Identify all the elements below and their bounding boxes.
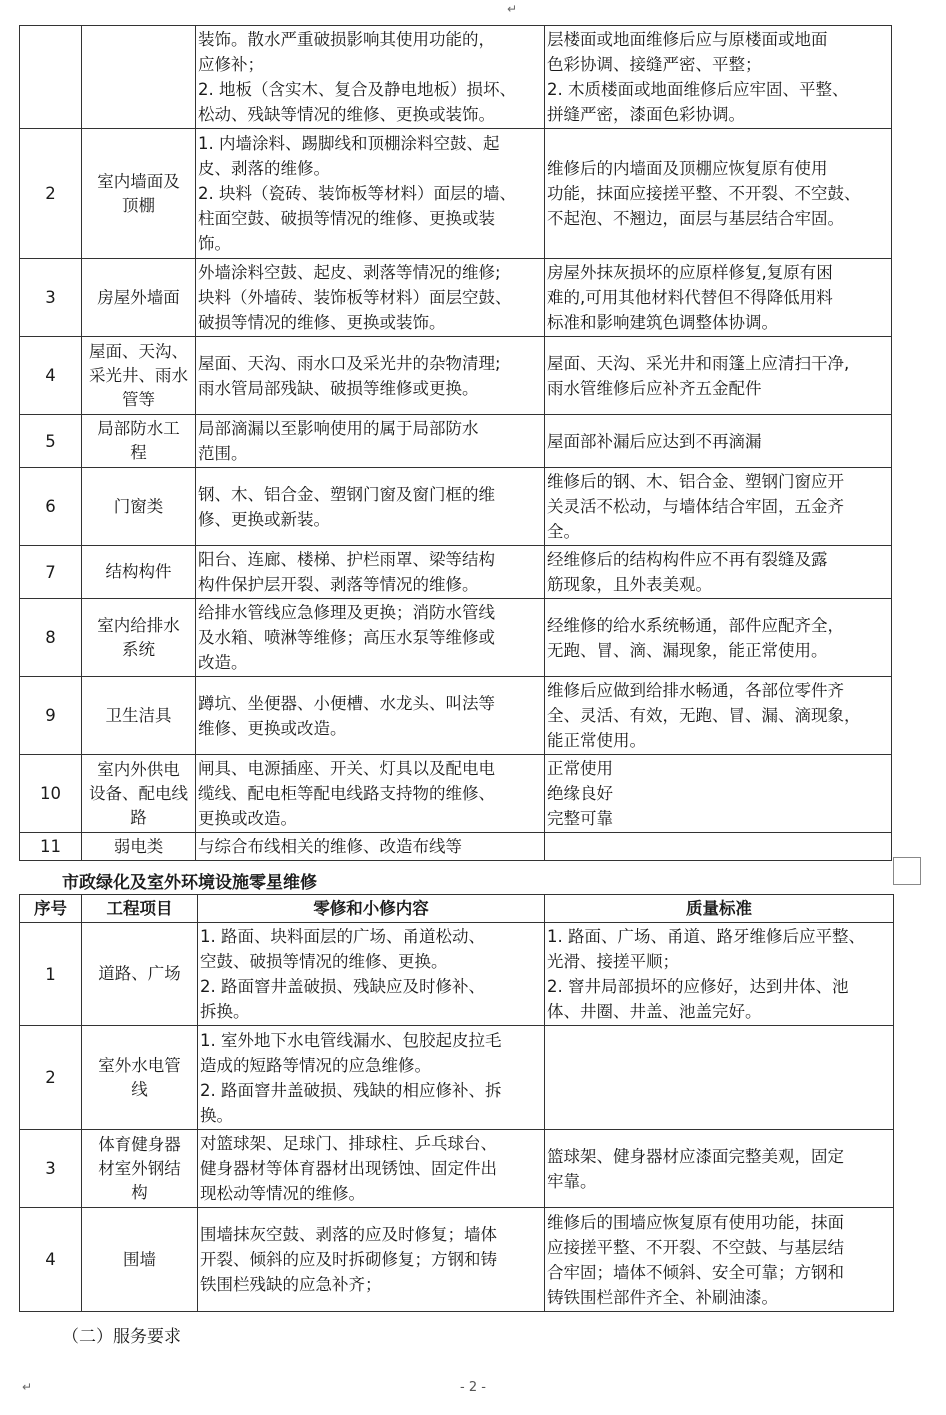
cell-line: 完整可靠 (547, 809, 613, 828)
table-row (20, 26, 892, 129)
cell-line: 关灵活不松动，与墙体结合牢固，五金齐 (547, 497, 844, 516)
quality-standard (545, 833, 892, 861)
row-number: 2 (20, 129, 82, 259)
cell-line: 系统 (122, 639, 155, 659)
row-number: 3 (20, 259, 82, 337)
cell-line: 合牢固；墙体不倾斜、安全可靠；方钢和 (547, 1262, 844, 1282)
cell-line: 局部滴漏以至影响使用的属于局部防水 (198, 419, 479, 438)
cell-line: 与综合布线相关的维修、改造布线等 (198, 837, 462, 856)
cell-line: 标准和影响建筑色调整体协调。 (547, 313, 778, 332)
cell-line: 蹲坑、坐便器、小便槽、水龙头、叫法等 (198, 693, 495, 713)
quality-standard (545, 546, 892, 599)
cell-line: 造成的短路等情况的应急维修。 (200, 1055, 431, 1075)
cell-line: 筋现象，且外表美观。 (547, 575, 712, 594)
table-row (20, 923, 894, 1026)
cell-line: 全。 (547, 522, 580, 541)
cell-line: 给排水管线应急修理及更换；消防水管线 (198, 603, 495, 622)
maintenance-content (196, 677, 545, 755)
table-row (20, 1208, 894, 1312)
cell-line: 屋面、天沟、雨水口及采光井的杂物清理; (198, 353, 501, 373)
cell-line: 路 (130, 807, 147, 827)
project-name (82, 1130, 198, 1208)
paragraph-mark: ↵ (507, 2, 518, 16)
maintenance-content (196, 337, 545, 415)
cell-line: 程 (130, 443, 147, 462)
cell-line: 能正常使用。 (547, 731, 646, 750)
cell-line: 换。 (200, 1105, 233, 1125)
project-name (82, 26, 196, 129)
quality-standard (545, 337, 892, 415)
header-standard: 质量标准 (545, 895, 894, 923)
cell-line: 维修后的钢、木、铝合金、塑钢门窗应开 (547, 472, 844, 491)
project-name (82, 1026, 198, 1130)
cell-line: 维修后的围墙应恢复原有使用功能，抹面 (547, 1212, 844, 1232)
row-number: 4 (20, 1208, 82, 1312)
cell-line: 正常使用 (547, 759, 613, 778)
cell-line: 2. 地板（含实木、复合及静电地板）损坏、 (198, 80, 516, 99)
cell-line: 顶棚 (122, 195, 155, 215)
cell-line: 铁围栏残缺的应急补齐； (200, 1275, 382, 1294)
maintenance-content (196, 599, 545, 677)
project-name (82, 546, 196, 599)
project-name (82, 415, 196, 468)
quality-standard (545, 415, 892, 468)
cell-line: 2. 木质楼面或地面维修后应牢固、平整、 (547, 80, 849, 99)
cell-line: 无跑、冒、滴、漏现象，能正常使用。 (547, 640, 828, 660)
header-number: 序号 (20, 895, 82, 923)
table-row (20, 677, 892, 755)
cell-line: 体育健身器 (98, 1134, 181, 1154)
quality-standard (545, 1208, 894, 1312)
cell-line: 室内外供电 (97, 759, 180, 779)
cell-line: 结构构件 (105, 562, 172, 581)
cell-line: 功能，抹面应接搓平整、不开裂、不空鼓、 (547, 184, 861, 203)
project-name (82, 923, 198, 1026)
cell-line: 设备、配电线 (89, 783, 188, 803)
maintenance-content (198, 1130, 545, 1208)
quality-standard (545, 677, 892, 755)
cell-line: 难的,可用其他材料代替但不得降低用料 (547, 288, 833, 307)
cell-line: 弱电类 (113, 836, 164, 856)
project-name (82, 833, 196, 861)
cell-line: 饰。 (198, 234, 231, 253)
maintenance-content (196, 415, 545, 468)
checkbox-square (893, 857, 921, 885)
cell-line: 更换或改造。 (198, 809, 297, 828)
row-number: 7 (20, 546, 82, 599)
cell-line: 2. 路面窨井盖破损、残缺应及时修补、 (200, 977, 485, 996)
project-name (82, 129, 196, 259)
cell-line: 维修后应做到给排水畅通，各部位零件齐 (547, 681, 844, 700)
row-number: 1 (20, 923, 82, 1026)
project-name (82, 677, 196, 755)
quality-standard (545, 599, 892, 677)
maintenance-content (196, 129, 545, 259)
quality-standard (545, 755, 892, 833)
cell-line: 体、井圈、井盖、池盖完好。 (547, 1002, 762, 1021)
row-number: 4 (20, 337, 82, 415)
project-name (82, 337, 196, 415)
cell-line: 对篮球架、足球门、排球柱、乒乓球台、 (200, 1134, 497, 1153)
maintenance-content (198, 923, 545, 1026)
cell-line: 雨水管维修后应补齐五金配件 (547, 378, 762, 398)
quality-standard (545, 1130, 894, 1208)
cell-line: 拼缝严密，漆面色彩协调。 (547, 105, 745, 124)
table-row (20, 1026, 894, 1130)
cell-line: 围墙 (123, 1249, 156, 1269)
cell-line: 全、灵活、有效，无跑、冒、漏、滴现象， (547, 706, 861, 725)
project-name (82, 468, 196, 546)
cell-line: 铸铁围栏部件齐全、补刷油漆。 (547, 1287, 778, 1307)
cell-line: 修、更换或新装。 (198, 509, 330, 529)
cell-line: 室内墙面及 (97, 171, 180, 191)
row-number: 3 (20, 1130, 82, 1208)
quality-standard (545, 259, 892, 337)
cell-line: 牢靠。 (547, 1171, 597, 1191)
quality-standard (545, 129, 892, 259)
cell-line: 光滑、接搓平顺； (547, 952, 679, 971)
cell-line: 空鼓、破损等情况的维修、更换。 (200, 952, 448, 971)
cell-line: 材室外钢结 (98, 1158, 181, 1178)
maintenance-content (198, 1208, 545, 1312)
cell-line: 构件保护层开裂、剥落等情况的维修。 (198, 575, 479, 594)
cell-line: 外墙涂料空鼓、起皮、剥落等情况的维修; (198, 263, 501, 282)
maintenance-content (196, 755, 545, 833)
row-number (20, 26, 82, 129)
table-header-row (20, 895, 894, 923)
cell-line: 屋面部补漏后应达到不再滴漏 (547, 431, 762, 451)
row-number: 10 (20, 755, 82, 833)
cell-line: 室内给排水 (97, 615, 180, 635)
cell-line: 拆换。 (200, 1002, 250, 1021)
header-project: 工程项目 (82, 895, 198, 923)
cell-line: 经维修的给水系统畅通，部件应配齐全， (547, 615, 844, 635)
cell-line: 钢、木、铝合金、塑钢门窗及窗门框的维 (198, 484, 495, 504)
table-row (20, 415, 892, 468)
cell-line: 构 (131, 1182, 148, 1202)
service-requirements-heading: （二）服务要求 (62, 1327, 181, 1347)
cell-line: 改造。 (198, 653, 248, 672)
project-name (82, 755, 196, 833)
cell-line: 不起泡、不翘边，面层与基层结合牢固。 (547, 209, 844, 228)
maintenance-content (196, 833, 545, 861)
cell-line: 卫生洁具 (105, 705, 172, 725)
cell-line: 门窗类 (113, 496, 164, 516)
row-number: 9 (20, 677, 82, 755)
cell-line: 2. 块料（瓷砖、装饰板等材料）面层的墙、 (198, 184, 516, 203)
cell-line: 房屋外墙面 (97, 287, 180, 307)
cell-line: 阳台、连廊、楼梯、护栏雨罩、梁等结构 (198, 550, 495, 569)
table-row (20, 546, 892, 599)
quality-standard (545, 26, 892, 129)
cell-line: 道路、广场 (98, 964, 181, 983)
maintenance-content (196, 468, 545, 546)
cell-line: 皮、剥落的维修。 (198, 159, 330, 178)
cell-line: 室外水电管 (98, 1055, 181, 1075)
table-row (20, 468, 892, 546)
cell-line: 围墙抹灰空鼓、剥落的应及时修复；墙体 (200, 1225, 497, 1244)
table-row (20, 129, 892, 259)
cell-line: 绝缘良好 (547, 784, 613, 803)
table-row (20, 259, 892, 337)
table-row (20, 1130, 894, 1208)
quality-standard (545, 468, 892, 546)
table-row (20, 599, 892, 677)
cell-line: 健身器材等体育器材出现锈蚀、固定件出 (200, 1159, 497, 1178)
quality-standard (545, 923, 894, 1026)
cell-line: 松动、残缺等情况的维修、更换或装饰。 (198, 105, 495, 124)
cell-line: 层楼面或地面维修后应与原楼面或地面 (547, 30, 828, 49)
cell-line: 经维修后的结构构件应不再有裂缝及露 (547, 550, 828, 569)
cell-line: 2. 窨井局部损坏的应修好，达到井体、池 (547, 977, 849, 996)
cell-line: 现松动等情况的维修。 (200, 1184, 365, 1203)
header-content: 零修和小修内容 (198, 895, 545, 923)
maintenance-content (196, 546, 545, 599)
cell-line: 柱面空鼓、破损等情况的维修、更换或装 (198, 209, 495, 228)
maintenance-content (196, 259, 545, 337)
paragraph-mark: ↵ (22, 1380, 33, 1394)
cell-line: 色彩协调、接缝严密、平整； (547, 55, 762, 74)
table-row (20, 337, 892, 415)
maintenance-table-building (19, 25, 892, 861)
row-number: 8 (20, 599, 82, 677)
page-number: - 2 - (460, 1380, 486, 1395)
table-row (20, 755, 892, 833)
cell-line: 及水箱、喷淋等维修；高压水泵等维修或 (198, 628, 495, 647)
cell-line: 1. 内墙涂料、踢脚线和顶棚涂料空鼓、起 (198, 134, 500, 153)
project-name (82, 599, 196, 677)
maintenance-table-municipal (19, 894, 894, 1312)
row-number: 5 (20, 415, 82, 468)
cell-line: 线 (131, 1079, 148, 1099)
cell-line: 范围。 (198, 444, 248, 463)
cell-line: 破损等情况的维修、更换或装饰。 (198, 313, 446, 332)
row-number: 11 (20, 833, 82, 861)
cell-line: 1. 路面、广场、甬道、路牙维修后应平整、 (547, 927, 865, 946)
cell-line: 1. 路面、块料面层的广场、甬道松动、 (200, 927, 485, 946)
table-row (20, 833, 892, 861)
row-number: 6 (20, 468, 82, 546)
cell-line: 1. 室外地下水电管线漏水、包胶起皮拉毛 (200, 1030, 502, 1050)
project-name (82, 259, 196, 337)
cell-line: 维修后的内墙面及顶棚应恢复原有使用 (547, 159, 828, 178)
cell-line: 维修、更换或改造。 (198, 718, 347, 738)
cell-line: 开裂、倾斜的应及时拆砌修复；方钢和铸 (200, 1250, 497, 1269)
cell-line: 块料（外墙砖、装饰板等材料）面层空鼓、 (198, 288, 512, 307)
cell-line: 装饰。散水严重破损影响其使用功能的， (198, 30, 495, 49)
cell-line: 2. 路面窨井盖破损、残缺的相应修补、拆 (200, 1080, 502, 1100)
section-title: 市政绿化及室外环境设施零星维修 (62, 873, 317, 893)
cell-line: 应接搓平整、不开裂、不空鼓、与基层结 (547, 1237, 844, 1257)
cell-line: 雨水管局部残缺、破损等维修或更换。 (198, 378, 479, 398)
cell-line: 篮球架、健身器材应漆面完整美观，固定 (547, 1146, 844, 1166)
cell-line: 缆线、配电柜等配电线路支持物的维修、 (198, 784, 495, 803)
row-number: 2 (20, 1026, 82, 1130)
project-name (82, 1208, 198, 1312)
cell-line: 房屋外抹灰损坏的应原样修复,复原有困 (547, 263, 833, 282)
maintenance-content (196, 26, 545, 129)
cell-line: 屋面、天沟、 (89, 341, 188, 361)
quality-standard (545, 1026, 894, 1130)
cell-line: 局部防水工 (97, 419, 180, 438)
cell-line: 采光井、雨水 (89, 365, 188, 385)
maintenance-content (198, 1026, 545, 1130)
cell-line: 应修补； (198, 55, 264, 74)
cell-line: 闸具、电源插座、开关、灯具以及配电电 (198, 759, 495, 778)
cell-line: 管等 (122, 389, 155, 409)
cell-line: 屋面、天沟、采光井和雨篷上应清扫干净, (547, 353, 850, 373)
